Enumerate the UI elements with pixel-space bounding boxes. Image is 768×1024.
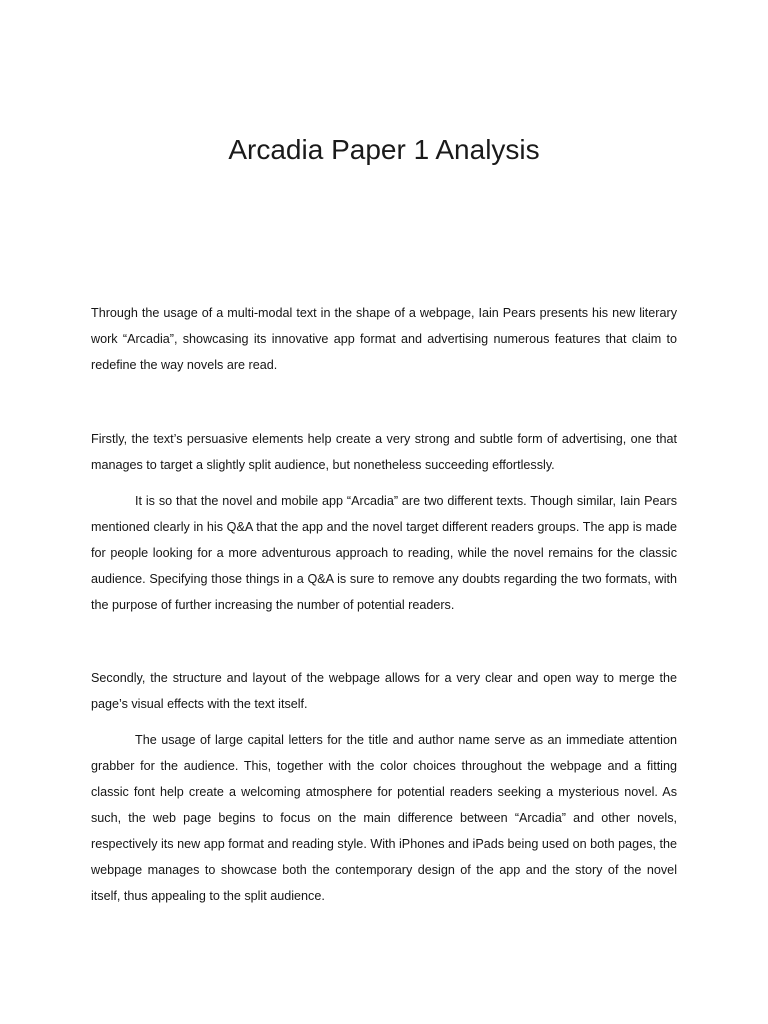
paragraph-intro: Through the usage of a multi-modal text in the shape of a webpage, Iain Pears presents his new literary work “Arcadia”, showcasing its innovative app format and advertising numerous features that claim to redefine the way novels are read. xyxy=(91,306,677,372)
page-title: Arcadia Paper 1 Analysis xyxy=(228,134,540,165)
paragraph-novel-and-app: It is so that the novel and mobile app “Arcadia” are two different texts. Though similar, Iain Pears mentioned clearly in his Q&A that the app and the novel target different readers groups. The app is made for people looking for a more adventurous approach to reading, while the novel remains for the classic audience. Specifying those things in a Q&A is sure to remove any doubts regarding the two formats, with the purpose of further increasing the number of potential readers. xyxy=(91,494,677,612)
paragraph-secondly: Secondly, the structure and layout of the webpage allows for a very clear and open way to merge the page’s visual effects with the text itself. xyxy=(91,671,677,711)
paragraph-firstly: Firstly, the text’s persuasive elements help create a very strong and subtle form of advertising, one that manages to target a slightly split audience, but nonetheless succeeding effortlessly. xyxy=(91,432,677,472)
paragraph-visual-design: The usage of large capital letters for the title and author name serve as an immediate attention grabber for the audience. This, together with the color choices throughout the webpage and a fitting classic font help create a welcoming atmosphere for potential readers seeking a mysterious novel. As such, the web page begins to focus on the main difference between “Arcadia” and other novels, respectively its new app format and reading style. With iPhones and iPads being used on both pages, the webpage manages to showcase both the contemporary design of the app and the story of the novel itself, thus appealing to the split audience. xyxy=(91,733,677,903)
